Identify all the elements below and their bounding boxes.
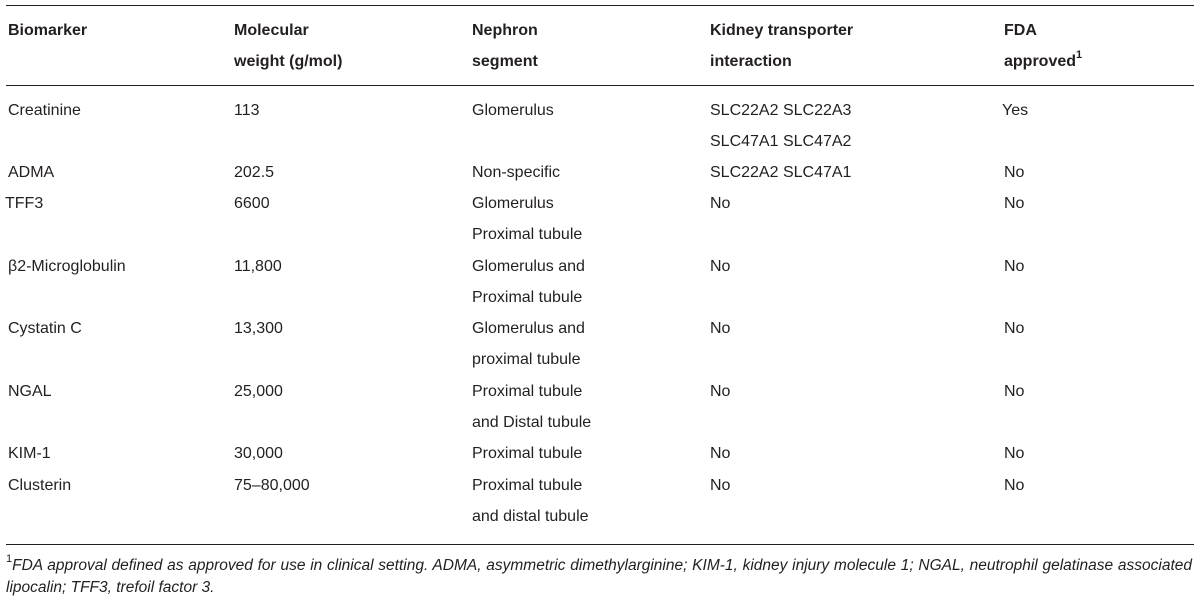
- segment-line: Proximal tubule: [472, 289, 583, 306]
- footnote-marker: 1: [6, 552, 13, 565]
- table-row-creatinine-transporter: [710, 95, 851, 157]
- table-row-creatinine-mw: 113: [234, 102, 260, 119]
- table-row-kim-1-mw: 30,000: [234, 445, 283, 462]
- table-top-rule: [6, 5, 1194, 6]
- table-row-clusterin-mw: 75–80,000: [234, 477, 310, 494]
- header-biomarker-line: Biomarker: [8, 22, 88, 39]
- segment-line: Non-specific: [472, 164, 561, 181]
- table-row-adma-mw: 202.5: [234, 164, 275, 181]
- transporter-line: No: [710, 320, 731, 337]
- header-molecular-weight-line-2: weight (g/mol): [234, 53, 343, 70]
- transporter-line: SLC22A2 SLC47A1: [710, 164, 852, 181]
- table-row-creatinine-fda: Yes: [1002, 102, 1029, 119]
- table-row-creatinine-biomarker: Creatinine: [8, 102, 81, 119]
- table-row-clusterin-fda: No: [1004, 477, 1025, 494]
- table-row-ngal-segment: [472, 376, 591, 438]
- header-fda-line-2: approved: [1004, 53, 1077, 70]
- header-fda-line-1: FDA: [1004, 22, 1037, 39]
- transporter-line: No: [710, 258, 731, 275]
- header-biomarker: [8, 15, 87, 46]
- header-fda-approved: [1004, 15, 1082, 77]
- table-row-tff3-fda: No: [1004, 195, 1025, 212]
- table-row-cystatin-c-fda: No: [1004, 320, 1025, 337]
- header-nephron-segment-line-1: Nephron: [472, 22, 538, 39]
- header-transporter-line-1: Kidney transporter: [710, 22, 854, 39]
- table-footnote: [6, 552, 1192, 599]
- table-row-creatinine-segment: [472, 95, 554, 126]
- table-row-tff3-transporter: [710, 188, 730, 219]
- table-row-clusterin-transporter: [710, 470, 730, 501]
- table-row-kim-1-biomarker: KIM-1: [8, 445, 51, 462]
- table-bottom-rule: [6, 544, 1194, 545]
- table-row-tff3-biomarker: TFF3: [5, 195, 44, 212]
- table-row-kim-1-fda: No: [1004, 445, 1025, 462]
- segment-line: Glomerulus: [472, 195, 554, 212]
- table-header-rule: [6, 85, 1194, 86]
- table-row-adma-transporter: [710, 157, 851, 188]
- table-row-b2-microglobulin-biomarker: β2-Microglobulin: [8, 258, 126, 275]
- segment-line: Glomerulus and: [472, 258, 585, 275]
- segment-line: Glomerulus: [472, 102, 554, 119]
- table-row-kim-1-segment: [472, 438, 582, 469]
- table-row-adma-segment: [472, 157, 560, 188]
- table-row-tff3-mw: 6600: [234, 195, 270, 212]
- header-fda-footnote-marker: 1: [1076, 48, 1083, 61]
- segment-line: Proximal tubule: [472, 445, 583, 462]
- transporter-line: SLC47A1 SLC47A2: [710, 133, 852, 150]
- segment-line: Proximal tubule: [472, 383, 583, 400]
- table-row-b2-microglobulin-fda: No: [1004, 258, 1025, 275]
- header-transporter-line-2: interaction: [710, 53, 792, 70]
- table-row-ngal-transporter: [710, 376, 730, 407]
- table-row-cystatin-c-transporter: [710, 313, 730, 344]
- table-row-ngal-biomarker: NGAL: [8, 383, 52, 400]
- transporter-line: SLC22A2 SLC22A3: [710, 102, 852, 119]
- transporter-line: No: [710, 383, 731, 400]
- table-row-adma-fda: No: [1004, 164, 1025, 181]
- table-row-clusterin-segment: [472, 470, 589, 532]
- transporter-line: No: [710, 445, 731, 462]
- table-row-kim-1-transporter: [710, 438, 730, 469]
- header-transporter: [710, 15, 853, 77]
- table-row-cystatin-c-segment: [472, 313, 585, 375]
- transporter-line: No: [710, 195, 731, 212]
- header-molecular-weight-line-1: Molecular: [234, 22, 309, 39]
- table-row-ngal-mw: 25,000: [234, 383, 283, 400]
- segment-line: proximal tubule: [472, 351, 581, 368]
- table-row-clusterin-biomarker: Clusterin: [8, 477, 72, 494]
- table-row-adma-biomarker: ADMA: [8, 164, 55, 181]
- header-nephron-segment-line-2: segment: [472, 53, 538, 70]
- table-row-b2-microglobulin-transporter: [710, 251, 730, 282]
- segment-line: and Distal tubule: [472, 414, 592, 431]
- table-row-b2-microglobulin-segment: [472, 251, 585, 313]
- table-row-tff3-segment: [472, 188, 582, 250]
- table-row-ngal-fda: No: [1004, 383, 1025, 400]
- footnote-text: FDA approval defined as approved for use in clinical setting. ADMA, asymmetric dimethylarginine; KIM-1, kidney injury molecule 1; NGAL, neutrophil gelatinase associated lipocalin; TFF3, trefoil factor 3.: [6, 557, 1192, 596]
- table-row-cystatin-c-biomarker: Cystatin C: [8, 320, 82, 337]
- segment-line: Proximal tubule: [472, 226, 583, 243]
- header-molecular-weight: [234, 15, 342, 77]
- table-row-b2-microglobulin-mw: 11,800: [234, 258, 282, 275]
- header-nephron-segment: [472, 15, 538, 77]
- transporter-line: No: [710, 477, 731, 494]
- segment-line: Glomerulus and: [472, 320, 585, 337]
- segment-line: and distal tubule: [472, 508, 589, 525]
- segment-line: Proximal tubule: [472, 477, 583, 494]
- table-row-cystatin-c-mw: 13,300: [234, 320, 283, 337]
